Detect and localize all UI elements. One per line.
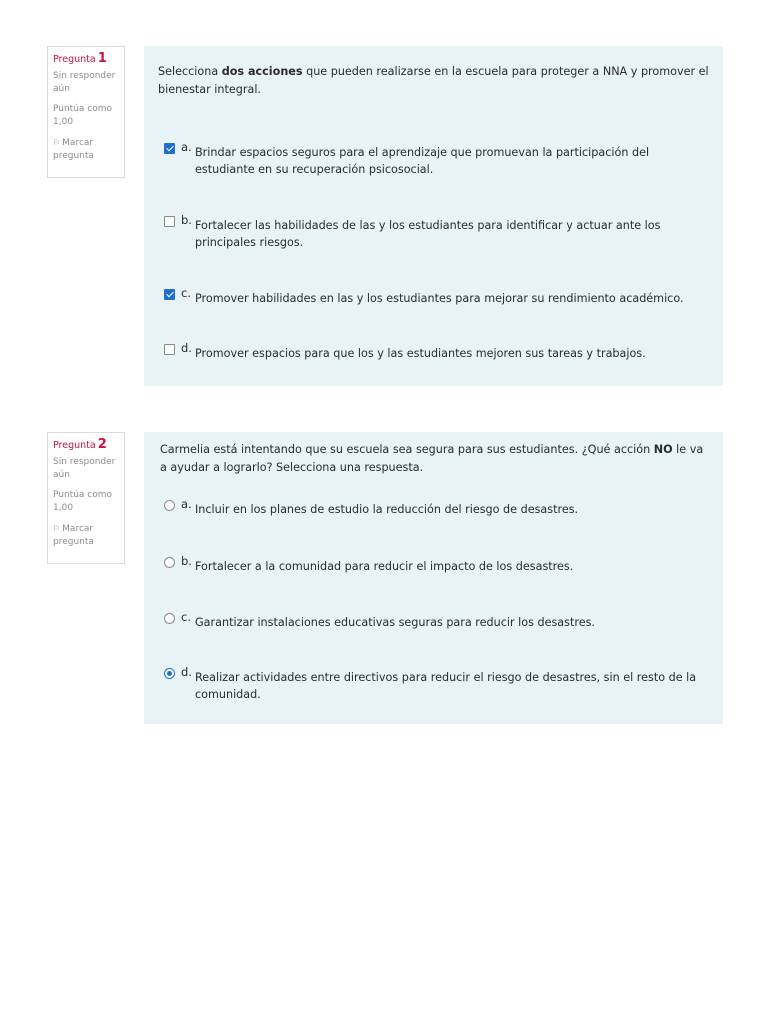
- question-text-bold: dos acciones: [221, 65, 303, 78]
- question-2-content: [144, 432, 723, 724]
- question-status: Sin responder aún: [53, 457, 116, 480]
- question-1-info-panel: [47, 46, 125, 178]
- answer-checkbox[interactable]: [164, 143, 175, 154]
- question-1-content: [144, 46, 723, 386]
- question-text-part: Carmelia está intentando que su escuela sea segura para sus estudiantes. ¿Qué acción: [160, 443, 654, 456]
- question-number: 1: [97, 51, 107, 66]
- question-score: Puntúa como 1,00: [53, 104, 113, 127]
- question-text-part: Selecciona: [158, 65, 222, 78]
- answer-checkbox[interactable]: [164, 289, 175, 300]
- question-2-info-panel: [47, 432, 125, 564]
- question-text-part: que pueden realizarse en la escuela para proteger a NNA y promover el bienestar integral.: [158, 65, 709, 96]
- answer-text: Promover espacios para que los y las estudiantes mejoren sus tareas y trabajos.: [195, 347, 646, 360]
- question-text-part: le va a ayudar a lograrlo? Selecciona una respuesta.: [160, 443, 704, 474]
- answer-option-c[interactable]: [164, 610, 711, 631]
- flag-question-label: Marcar pregunta: [53, 524, 94, 547]
- answer-option-a[interactable]: [164, 497, 711, 518]
- answer-radio[interactable]: [164, 613, 175, 624]
- flag-question-label: Marcar pregunta: [53, 138, 94, 161]
- answer-letter: b.: [181, 554, 192, 568]
- answer-radio[interactable]: [164, 668, 175, 679]
- answer-option-d[interactable]: [164, 665, 711, 703]
- answer-letter: a.: [181, 140, 192, 154]
- question-number: 2: [97, 437, 107, 452]
- answer-option-b[interactable]: [164, 554, 711, 575]
- answer-letter: a.: [181, 497, 192, 511]
- answer-letter: c.: [181, 286, 191, 300]
- flag-icon: ⚐: [53, 138, 61, 147]
- question-label: Pregunta: [53, 440, 96, 451]
- question-label: Pregunta: [53, 54, 96, 65]
- answer-option-a[interactable]: [164, 140, 711, 178]
- answer-text: Incluir en los planes de estudio la reducción del riesgo de desastres.: [195, 503, 579, 516]
- question-text-bold: NO: [653, 443, 673, 456]
- answer-radio[interactable]: [164, 500, 175, 511]
- answer-option-d[interactable]: [164, 341, 711, 362]
- answer-text: Fortalecer a la comunidad para reducir el impacto de los desastres.: [195, 560, 574, 573]
- answer-text: Brindar espacios seguros para el aprendizaje que promuevan la participación del estudiante en su recuperación psicosocial.: [195, 146, 650, 176]
- answer-letter: c.: [181, 610, 191, 624]
- answer-checkbox[interactable]: [164, 216, 175, 227]
- question-1-title: [53, 52, 120, 66]
- question-1-text: [158, 63, 713, 99]
- answer-option-c[interactable]: [164, 286, 711, 307]
- answer-letter: d.: [181, 665, 192, 679]
- answer-text: Garantizar instalaciones educativas seguras para reducir los desastres.: [195, 616, 595, 629]
- flag-question-button[interactable]: [53, 136, 120, 163]
- answer-text: Fortalecer las habilidades de las y los estudiantes para identificar y actuar ante los principales riesgos.: [195, 219, 661, 249]
- question-2-text: [160, 441, 713, 477]
- answer-text: Promover habilidades en las y los estudiantes para mejorar su rendimiento académico.: [195, 292, 684, 305]
- answer-text: Realizar actividades entre directivos para reducir el riesgo de desastres, sin el resto de la comunidad.: [195, 671, 697, 701]
- answer-letter: d.: [181, 341, 192, 355]
- question-score: Puntúa como 1,00: [53, 490, 113, 513]
- question-status: Sin responder aún: [53, 71, 116, 94]
- answer-letter: b.: [181, 213, 192, 227]
- flag-question-button[interactable]: [53, 522, 120, 549]
- answer-option-b[interactable]: [164, 213, 711, 251]
- answer-checkbox[interactable]: [164, 344, 175, 355]
- question-2-title: [53, 438, 120, 452]
- answer-radio[interactable]: [164, 557, 175, 568]
- flag-icon: ⚐: [53, 524, 61, 533]
